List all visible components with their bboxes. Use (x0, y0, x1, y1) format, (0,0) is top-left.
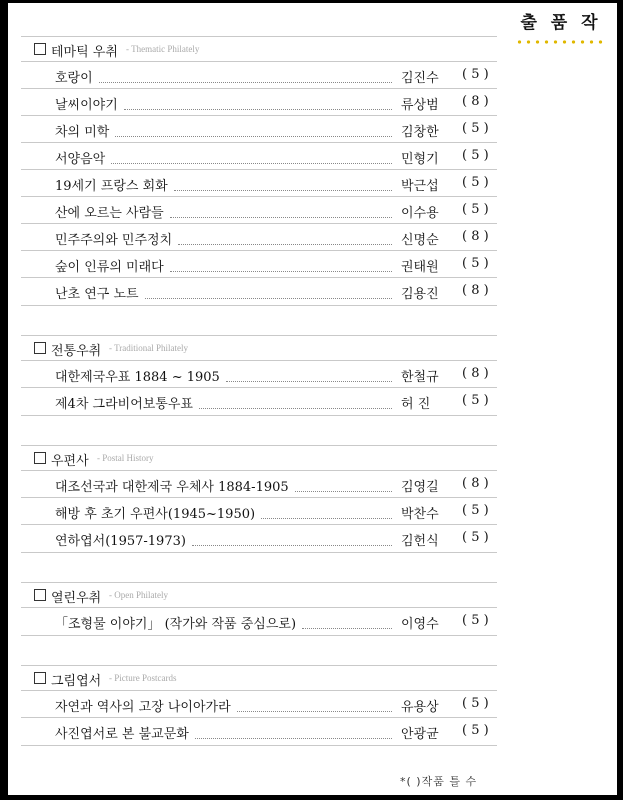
exhibit-row (21, 223, 497, 251)
frame-count: ( 5 ) (462, 393, 489, 408)
page (8, 3, 617, 795)
exhibit-title-line (55, 476, 392, 495)
exhibitor-name: 허 진 (401, 397, 431, 412)
section-header (21, 36, 497, 62)
exhibit-row (21, 115, 497, 143)
exhibitor-name: 한철규 (401, 370, 439, 385)
exhibit-title-line (55, 723, 392, 742)
dot-leader (195, 728, 392, 739)
exhibit-row (21, 88, 497, 116)
exhibit-title: 「조형물 이야기」 (작가와 작품 중심으로) (55, 617, 297, 632)
exhibitor-name: 박근섭 (401, 179, 439, 194)
checkbox-square-icon (34, 589, 46, 601)
exhibit-title-line (55, 67, 392, 86)
exhibit-title: 대조선국과 대한제국 우체사 1884-1905 (55, 480, 289, 495)
exhibitor-name: 안광균 (401, 727, 439, 742)
dot-leader (178, 234, 392, 245)
frame-count: ( 8 ) (462, 366, 489, 381)
dot-leader (199, 398, 392, 409)
dot-leader (124, 99, 392, 110)
footnote: *( )작품 틀 수 (400, 775, 478, 788)
checkbox-square-icon (34, 452, 46, 464)
exhibit-title: 호랑이 (55, 71, 93, 86)
exhibit-title: 날씨이야기 (55, 98, 118, 113)
exhibitor-name: 이영수 (401, 617, 439, 632)
exhibitor-name: 김용진 (401, 287, 439, 302)
exhibit-title: 연하엽서(1957-1973) (55, 534, 186, 549)
dotted-underline (515, 39, 607, 45)
section-title: 그림엽서 (51, 674, 102, 689)
frame-count: ( 5 ) (462, 148, 489, 163)
exhibitor-name: 민형기 (401, 152, 439, 167)
dot-leader (115, 126, 392, 137)
dot-leader (174, 180, 392, 191)
exhibit-title-line (55, 283, 392, 302)
exhibit-title-line (55, 503, 392, 522)
dot-leader (170, 261, 392, 272)
exhibit-title: 숲이 인류의 미래다 (55, 260, 164, 275)
frame-count: ( 5 ) (462, 202, 489, 217)
section-header (21, 445, 497, 471)
page-title: 출 품 작 (520, 13, 602, 33)
exhibitor-name: 김창한 (401, 125, 439, 140)
exhibit-title: 19세기 프랑스 회화 (55, 179, 168, 194)
dot-leader (226, 371, 392, 382)
exhibit-row (21, 690, 497, 718)
section-header (21, 582, 497, 608)
frame-count: ( 5 ) (462, 256, 489, 271)
section-header (21, 665, 497, 691)
frame-count: ( 5 ) (462, 175, 489, 190)
section-title: 열린우취 (51, 591, 102, 606)
dot-leader (261, 508, 392, 519)
exhibit-title-line (55, 613, 392, 632)
frame-count: ( 8 ) (462, 229, 489, 244)
exhibitor-name: 신명순 (401, 233, 439, 248)
dot-leader (295, 481, 392, 492)
exhibit-title: 난초 연구 노트 (55, 287, 139, 302)
frame-count: ( 5 ) (462, 696, 489, 711)
exhibit-title-line (55, 393, 392, 412)
exhibit-row (21, 387, 497, 416)
exhibit-title-line (55, 202, 392, 221)
frame-count: ( 5 ) (462, 67, 489, 82)
section-title: 전통우취 (51, 344, 102, 359)
exhibit-title: 해방 후 초기 우편사(1945~1950) (55, 507, 256, 522)
dot-leader (170, 207, 392, 218)
frame-count: ( 5 ) (462, 723, 489, 738)
section-title: 테마틱 우취 (51, 45, 118, 60)
checkbox-square-icon (34, 43, 46, 55)
exhibit-row (21, 277, 497, 306)
exhibit-row (21, 717, 497, 746)
dot-leader (111, 153, 392, 164)
exhibit-title-line (55, 148, 392, 167)
exhibitor-name: 김헌식 (401, 534, 439, 549)
exhibit-title: 차의 미학 (55, 125, 110, 140)
exhibitor-name: 김진수 (401, 71, 439, 86)
exhibitor-name: 박찬수 (401, 507, 439, 522)
exhibit-title-line (55, 696, 392, 715)
checkbox-square-icon (34, 342, 46, 354)
dot-leader (237, 701, 392, 712)
exhibit-title-line (55, 94, 392, 113)
exhibit-title-line (55, 175, 392, 194)
exhibit-row (21, 61, 497, 89)
frame-count: ( 5 ) (462, 530, 489, 545)
exhibitor-name: 유용상 (401, 700, 439, 715)
section-english-title: - Picture Postcards (109, 673, 177, 683)
exhibit-row (21, 250, 497, 278)
exhibit-title: 서양음악 (55, 152, 106, 167)
section-title: 우편사 (51, 454, 89, 469)
exhibit-title: 민주주의와 민주정치 (55, 233, 173, 248)
frame-count: ( 8 ) (462, 94, 489, 109)
exhibitor-name: 이수용 (401, 206, 439, 221)
frame-count: ( 5 ) (462, 503, 489, 518)
dot-leader (192, 535, 392, 546)
exhibit-row (21, 607, 497, 636)
section-header (21, 335, 497, 361)
exhibitor-name: 김영길 (401, 480, 439, 495)
dot-leader (99, 72, 392, 83)
exhibit-title-line (55, 121, 392, 140)
exhibit-title: 제4차 그라비어보통우표 (55, 397, 193, 412)
exhibit-row (21, 142, 497, 170)
exhibit-title-line (55, 256, 392, 275)
exhibit-row (21, 169, 497, 197)
exhibit-row (21, 497, 497, 525)
frame-count: ( 8 ) (462, 476, 489, 491)
exhibit-title: 대한제국우표 1884 ~ 1905 (55, 370, 220, 385)
exhibit-title: 산에 오르는 사람들 (55, 206, 164, 221)
section-english-title: - Traditional Philately (109, 343, 189, 353)
exhibit-title-line (55, 229, 392, 248)
frame-count: ( 5 ) (462, 121, 489, 136)
dot-leader (302, 618, 392, 629)
exhibit-row (21, 196, 497, 224)
exhibit-row (21, 360, 497, 388)
title-block (515, 8, 607, 45)
exhibit-row (21, 524, 497, 553)
exhibit-title: 자연과 역사의 고장 나이아가라 (55, 700, 231, 715)
frame-count: ( 8 ) (462, 283, 489, 298)
exhibit-title: 사진엽서로 본 불교문화 (55, 727, 189, 742)
exhibitor-name: 류상범 (401, 98, 439, 113)
exhibitor-name: 권태원 (401, 260, 439, 275)
checkbox-square-icon (34, 672, 46, 684)
exhibit-title-line (55, 366, 392, 385)
frame-count: ( 5 ) (462, 613, 489, 628)
dot-leader (145, 288, 392, 299)
section-english-title: - Open Philately (109, 590, 168, 600)
exhibit-title-line (55, 530, 392, 549)
exhibit-row (21, 470, 497, 498)
section-english-title: - Postal History (97, 453, 154, 463)
section-english-title: - Thematic Philately (126, 44, 200, 54)
